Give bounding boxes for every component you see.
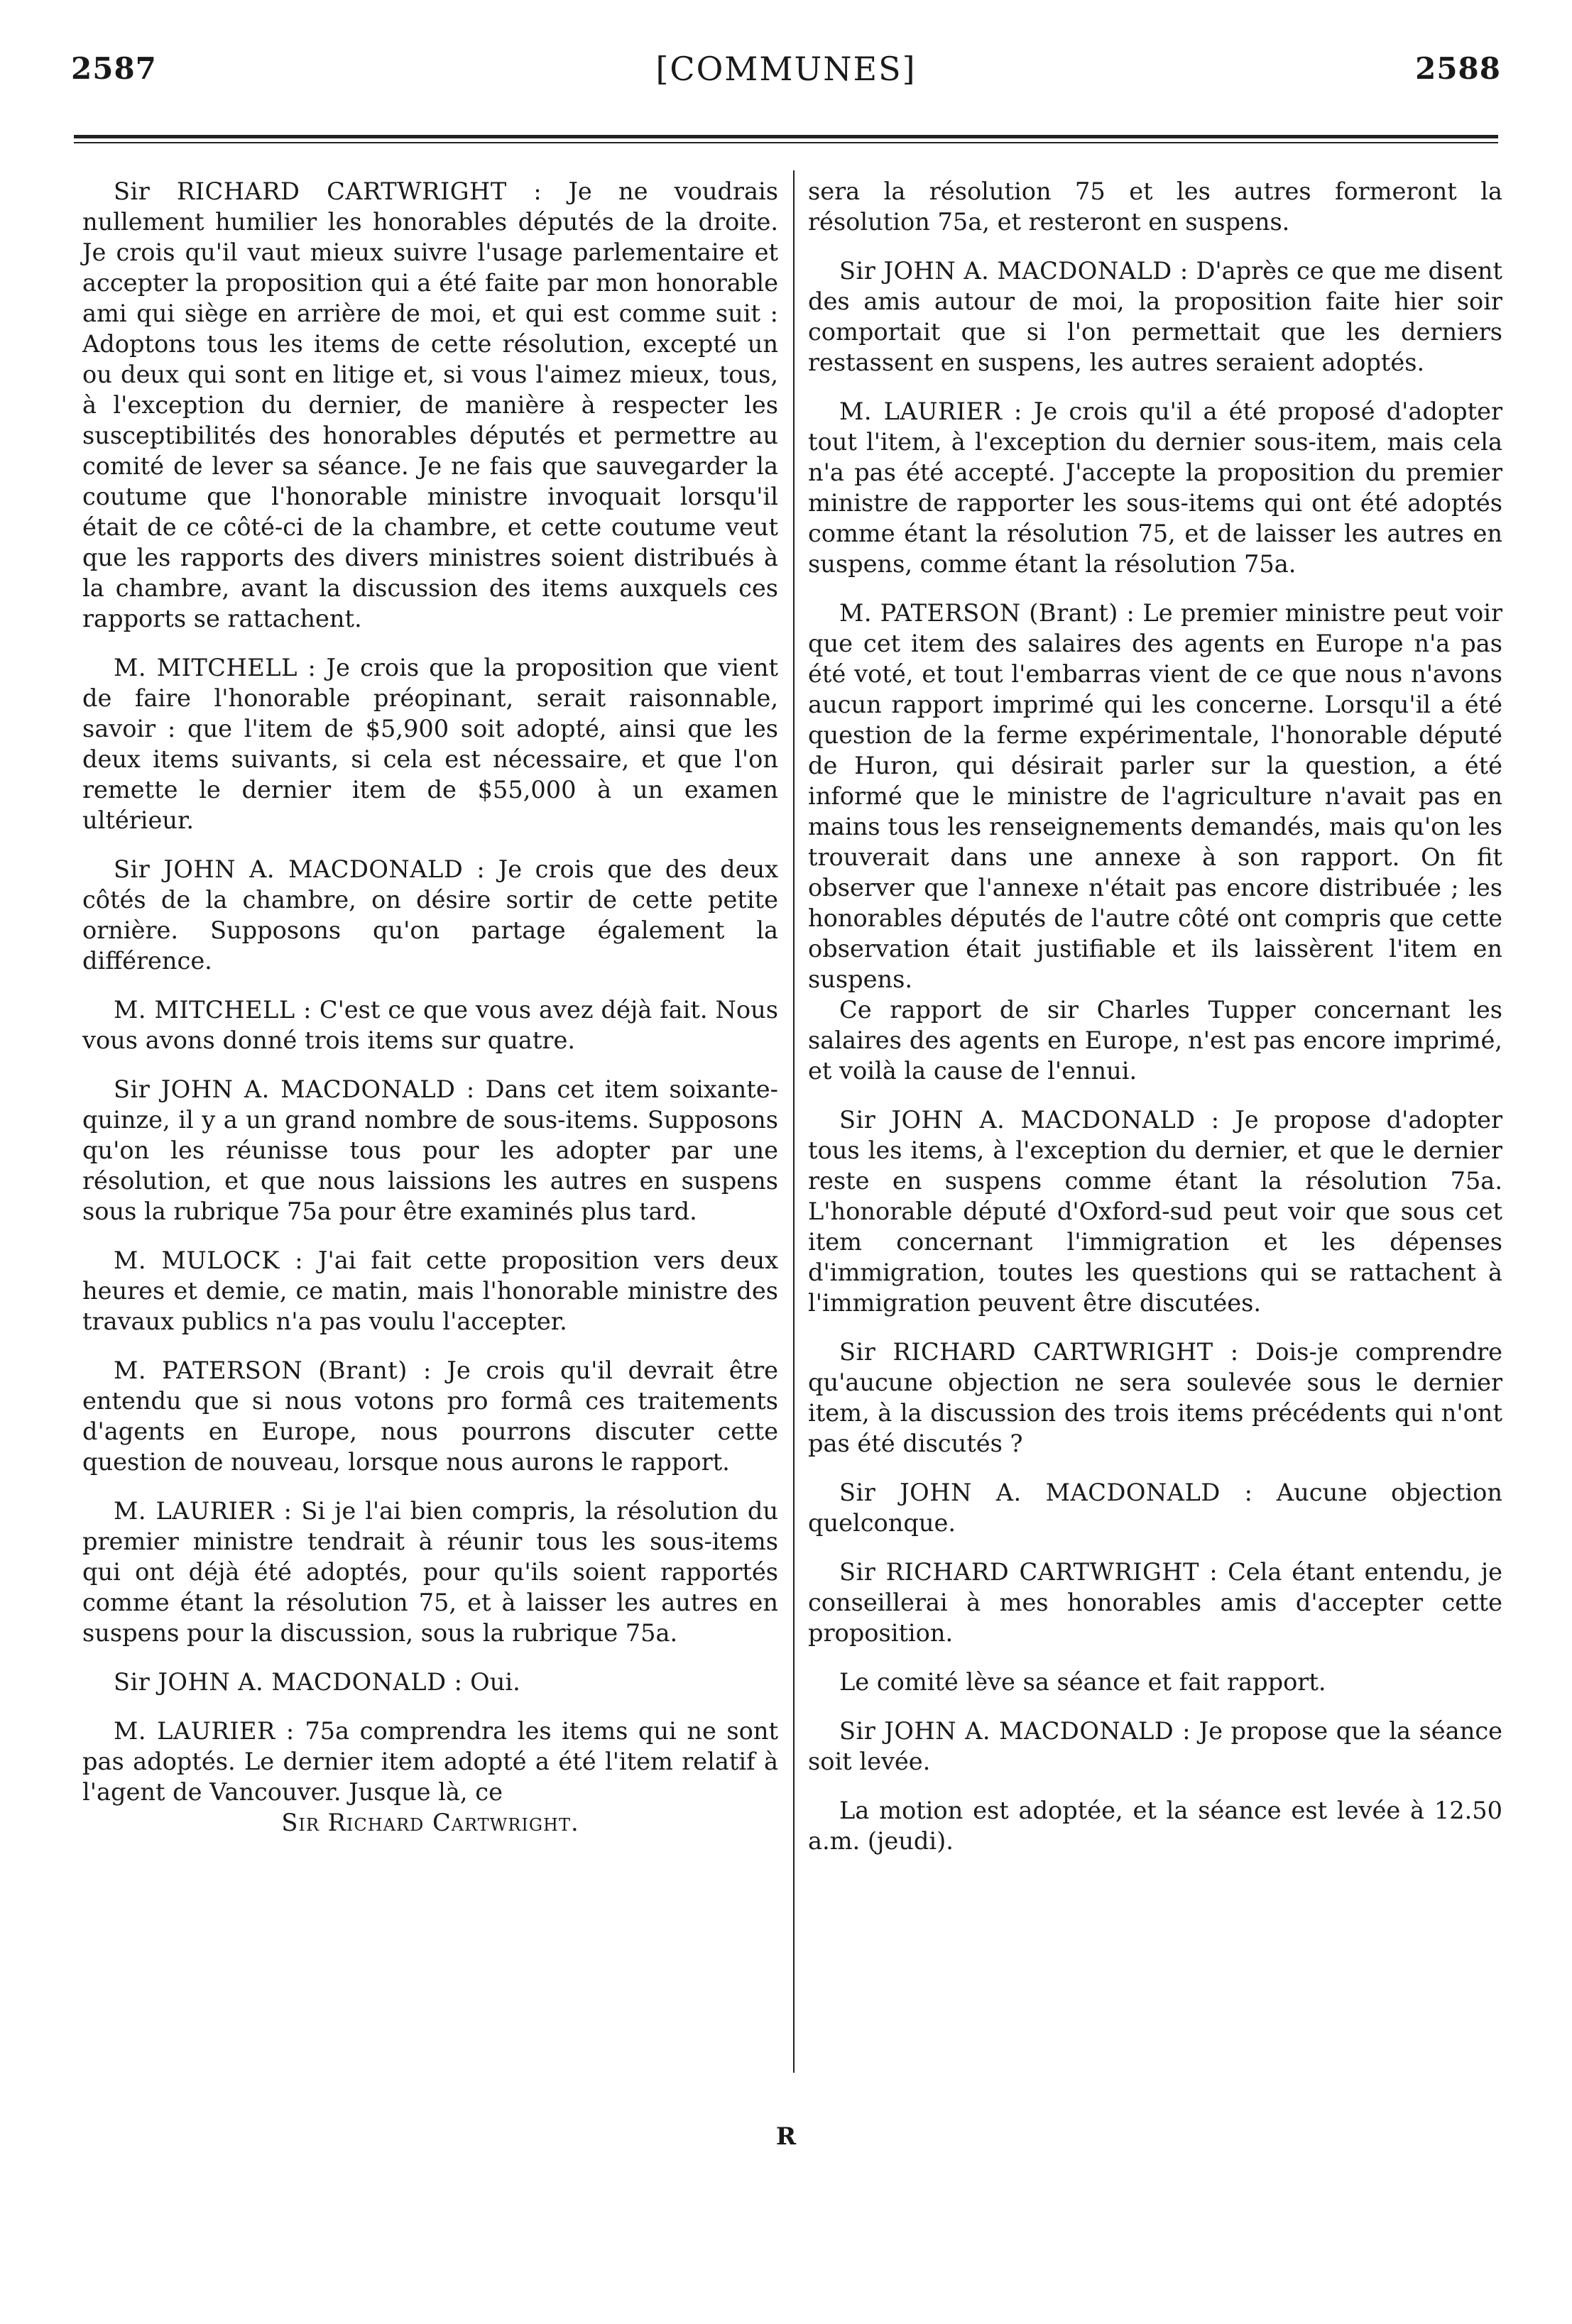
running-title: [COMMUNES] (655, 50, 917, 88)
paragraph-continuation: sera la résolution 75 et les autres formeront la résolution 75a, et resteront en suspens. (808, 177, 1502, 236)
speech-text: Je crois que la proposition que vient de faire l'honorable préopinant, serait raisonnable, savoir : que l'item de $5,900 soit adopté, ainsi que les deux items suivants, si cela est nécessaire, et que l'on remette le dernier item de $55,000 à un examen ultérieur. (82, 654, 778, 834)
speech-text: Si je l'ai bien compris, la résolution du premier ministre tendrait à réunir tous les sous-items qui ont déjà été adoptés, pour qu'ils soient rapportés comme étant la résolution 75, et à laisser les autres en suspens pour la discussion, sous la rubrique 75a. (82, 1497, 778, 1647)
speech-text: C'est ce que vous avez déjà fait. Nous vous avons donné trois items sur quatre. (82, 996, 778, 1054)
paragraph (82, 854, 778, 976)
speech-text: Je crois que des deux côtés de la chambre, on désire sortir de cette petite ornière. Supposons qu'on partage également la différence. (82, 855, 779, 975)
speech-text: Je propose que la séance soit levée. (808, 1717, 1502, 1775)
speaker-name: Sir JOHN A. MACDONALD : (114, 855, 486, 883)
speaker-name: Sir RICHARD CARTWRIGHT : (839, 1558, 1218, 1586)
speaker-name: Sir RICHARD CARTWRIGHT : (839, 1338, 1239, 1366)
speaker-name: Sir JOHN A. MACDONALD : (839, 1717, 1191, 1745)
paragraph (82, 994, 778, 1056)
paragraph (82, 1667, 778, 1697)
speech-text: Aucune objection quelconque. (808, 1479, 1502, 1537)
speaker-name: M. MITCHELL : (114, 654, 317, 681)
header-rule-thin (74, 142, 1498, 143)
paragraph (82, 1245, 778, 1337)
paragraph (808, 1337, 1502, 1459)
speech-text: Le premier ministre peut voir que cet item des salaires des agents en Europe n'a pas été voté, et tout l'embarras vient de ce que nous n'avons aucun rapport imprimé qui les concerne. Lorsqu'il a été question de la ferme expérimentale, l'honorable député de Huron, qui désirait parler sur la question, a été informé que le ministre de l'agriculture n'avait pas en mains tous les renseignements demandés, mais qu'on les trouverait dans une annexe à son rapport. On fit observer que l'annexe n'était pas encore distribuée ; les honorables députés de l'autre côté ont compris que cette observation était justifiable et ils laissèrent l'item en suspens. (808, 599, 1502, 993)
speaker-name: M. LAURIER : (114, 1497, 293, 1525)
signature-mark: R (775, 2122, 797, 2151)
paragraph (808, 1477, 1502, 1538)
speaker-name: Sir JOHN A. MACDONALD : (839, 257, 1189, 285)
speech-text: 75a comprendra les items qui ne sont pas adoptés. Le dernier item adopté a été l'item relatif à l'agent de Vancouver. Jusque là, ce (82, 1717, 778, 1806)
paragraph (82, 1496, 778, 1648)
paragraph (808, 256, 1502, 378)
speaker-name: M. LAURIER : (114, 1717, 295, 1745)
speech-text: Ce rapport de sir Charles Tupper concernant les salaires des agents en Europe, n'est pas encore imprimé, et voilà la cause de l'ennui. (808, 996, 1502, 1085)
speaker-name: M. MITCHELL : (114, 996, 312, 1024)
speech-text: La motion est adoptée, et la séance est levée à 12.50 a.m. (jeudi). (808, 1797, 1502, 1855)
paragraph (808, 1557, 1502, 1648)
speaker-name: M. PATERSON (Brant) : (839, 599, 1135, 627)
speech-text: Le comité lève sa séance et fait rapport. (839, 1668, 1326, 1696)
speaker-name: Sir JOHN A. MACDONALD : (839, 1479, 1253, 1506)
paragraph (82, 1355, 778, 1477)
paragraph (808, 1105, 1502, 1318)
speech-text: Je crois qu'il devrait être entendu que si nous votons pro formâ ces traitements d'agents en Europe, nous pourrons discuter cette question de nouveau, lorsque nous aurons le rapport. (82, 1356, 778, 1476)
speaker-name: M. LAURIER : (839, 398, 1022, 425)
paragraph (808, 598, 1502, 994)
speaker-name: Sir JOHN A. MACDONALD : (114, 1668, 463, 1696)
column-divider (793, 170, 795, 2073)
speaker-name: M. PATERSON (Brant) : (114, 1356, 432, 1384)
speaker-name: M. MULOCK : (114, 1246, 304, 1274)
speaker-name: Sir JOHN A. MACDONALD : (839, 1106, 1220, 1134)
paragraph (808, 1795, 1502, 1856)
speaker-name: Sir RICHARD CARTWRIGHT : (114, 177, 542, 205)
speech-text: J'ai fait cette proposition vers deux heures et demie, ce matin, mais l'honorable ministre des travaux publics n'a pas voulu l'accepter. (82, 1246, 779, 1335)
header-rule-thick (74, 135, 1498, 138)
paragraph (808, 994, 1502, 1086)
paragraph (82, 176, 778, 634)
paragraph (82, 652, 778, 835)
paragraph (808, 1716, 1502, 1777)
speech-text: Je crois qu'il a été proposé d'adopter tout l'item, à l'exception du dernier sous-item, mais cela n'a pas été accepté. J'accepte la proposition du premier ministre de rapporter les sous-items qui ont été adoptés comme étant la résolution 75, et de laisser les autres en suspens, comme étant la résolution 75a. (808, 398, 1502, 578)
right-column (808, 176, 1502, 1875)
speech-text: Dois-je comprendre qu'aucune objection ne sera soulevée sous le dernier item, à la discussion des trois items précédents qui n'ont pas été discutés ? (808, 1338, 1502, 1457)
speech-text: Cela étant entendu, je conseillerai à mes honorables amis d'accepter cette proposition. (808, 1558, 1502, 1647)
speaker-name: Sir JOHN A. MACDONALD : (114, 1075, 475, 1103)
left-column (82, 176, 778, 1838)
paragraph (808, 396, 1502, 579)
page-number-left: 2587 (71, 51, 157, 86)
speaker-signature: Sir Richard Cartwright. (281, 1809, 579, 1836)
paragraph (808, 1667, 1502, 1697)
paragraph (82, 1716, 778, 1807)
paragraph (82, 1074, 778, 1227)
speech-text: Dans cet item soixante-quinze, il y a un grand nombre de sous-items. Supposons qu'on les réunisse tous pour les adopter par une résolution, et que nous laissions les autres en suspens sous la rubrique 75a pour être examinés plus tard. (82, 1075, 778, 1225)
speech-text: Je ne voudrais nullement humilier les honorables députés de la droite. Je crois qu'il vaut mieux suivre l'usage parlementaire et accepter la proposition qui a été faite par mon honorable ami qui siège en arrière de moi, et qui est comme suit : Adoptons tous les items de cette résolution, excepté un ou deux qui sont en litige et, si vous l'aimez mieux, tous, à l'exception du dernier, de manière à respecter les susceptibilités des honorables députés et permettre au comité de lever sa séance. Je ne fais que sauvegarder la coutume que l'honorable ministre invoquait lorsqu'il était de ce côté-ci de la chambre, et cette coutume veut que les rapports des divers ministres soient distribués à la chambre, avant la discussion des items auxquels ces rapports se rattachent. (82, 177, 778, 632)
speech-text: Je propose d'adopter tous les items, à l'exception du dernier, et que le dernier reste en suspens comme étant la résolution 75a. L'honorable député d'Oxford-sud peut voir que sous cet item concernant l'immigration et les dépenses d'immigration, toutes les questions qui se rattachent à l'immigration peuvent être discutées. (808, 1106, 1503, 1317)
speech-text: Oui. (462, 1668, 520, 1696)
page-header (0, 0, 1572, 142)
page-number-right: 2588 (1415, 51, 1501, 86)
speech-text: D'après ce que me disent des amis autour de moi, la proposition faite hier soir comportait que si l'on permettait que les derniers restassent en suspens, les autres seraient adoptés. (808, 257, 1503, 376)
